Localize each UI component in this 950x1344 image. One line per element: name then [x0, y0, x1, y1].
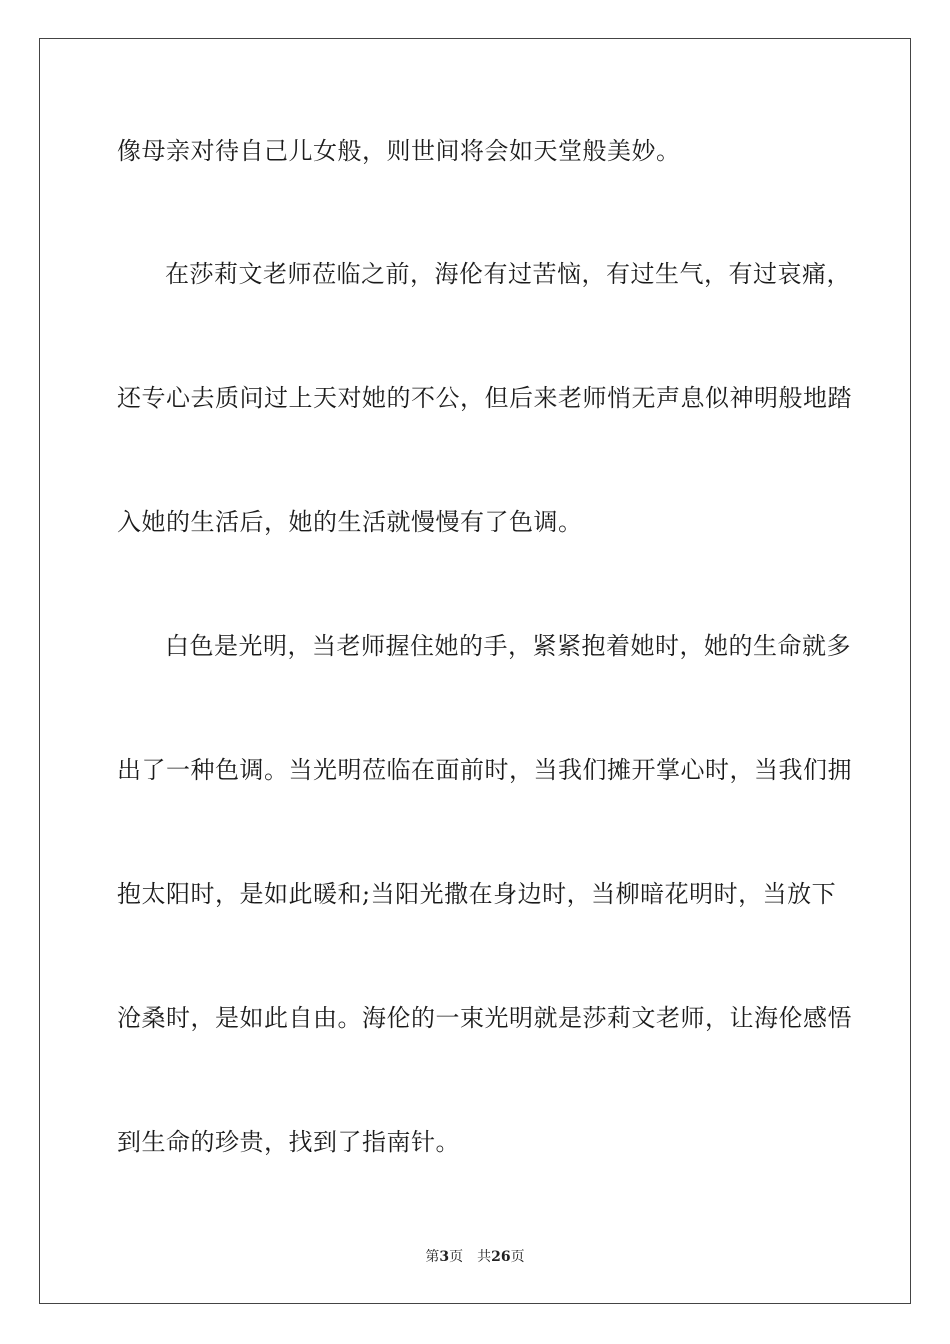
text-line-5: 白色是光明，当老师握住她的手，紧紧抱着她时，她的生命就多 — [165, 632, 851, 660]
text-line-3: 还专心去质问过上天对她的不公，但后来老师悄无声息似神明般地踏 — [117, 384, 852, 412]
text-line-9: 到生命的珍贵，找到了指南针。 — [117, 1128, 460, 1156]
text-line-6: 出了一种色调。当光明莅临在面前时，当我们摊开掌心时，当我们拥 — [117, 756, 852, 784]
total-suffix: 页 — [510, 1249, 525, 1265]
text-line-1: 像母亲对待自己儿女般，则世间将会如天堂般美妙。 — [117, 137, 681, 165]
total-prefix: 共 — [477, 1249, 492, 1265]
text-line-4: 入她的生活后，她的生活就慢慢有了色调。 — [117, 508, 583, 536]
page-prefix: 第 — [425, 1249, 440, 1265]
text-line-7: 抱太阳时，是如此暖和;当阳光撒在身边时，当柳暗花明时，当放下 — [117, 880, 837, 908]
text-line-8: 沧桑时，是如此自由。海伦的一束光明就是莎莉文老师，让海伦感悟 — [117, 1004, 852, 1032]
total-pages: 26 — [491, 1249, 511, 1265]
text-line-2: 在莎莉文老师莅临之前，海伦有过苦恼，有过生气，有过哀痛， — [165, 260, 851, 288]
page-frame — [39, 38, 911, 1304]
page-suffix: 页 — [449, 1249, 464, 1265]
page-number: 3 — [439, 1249, 450, 1265]
page-footer — [0, 1248, 950, 1266]
